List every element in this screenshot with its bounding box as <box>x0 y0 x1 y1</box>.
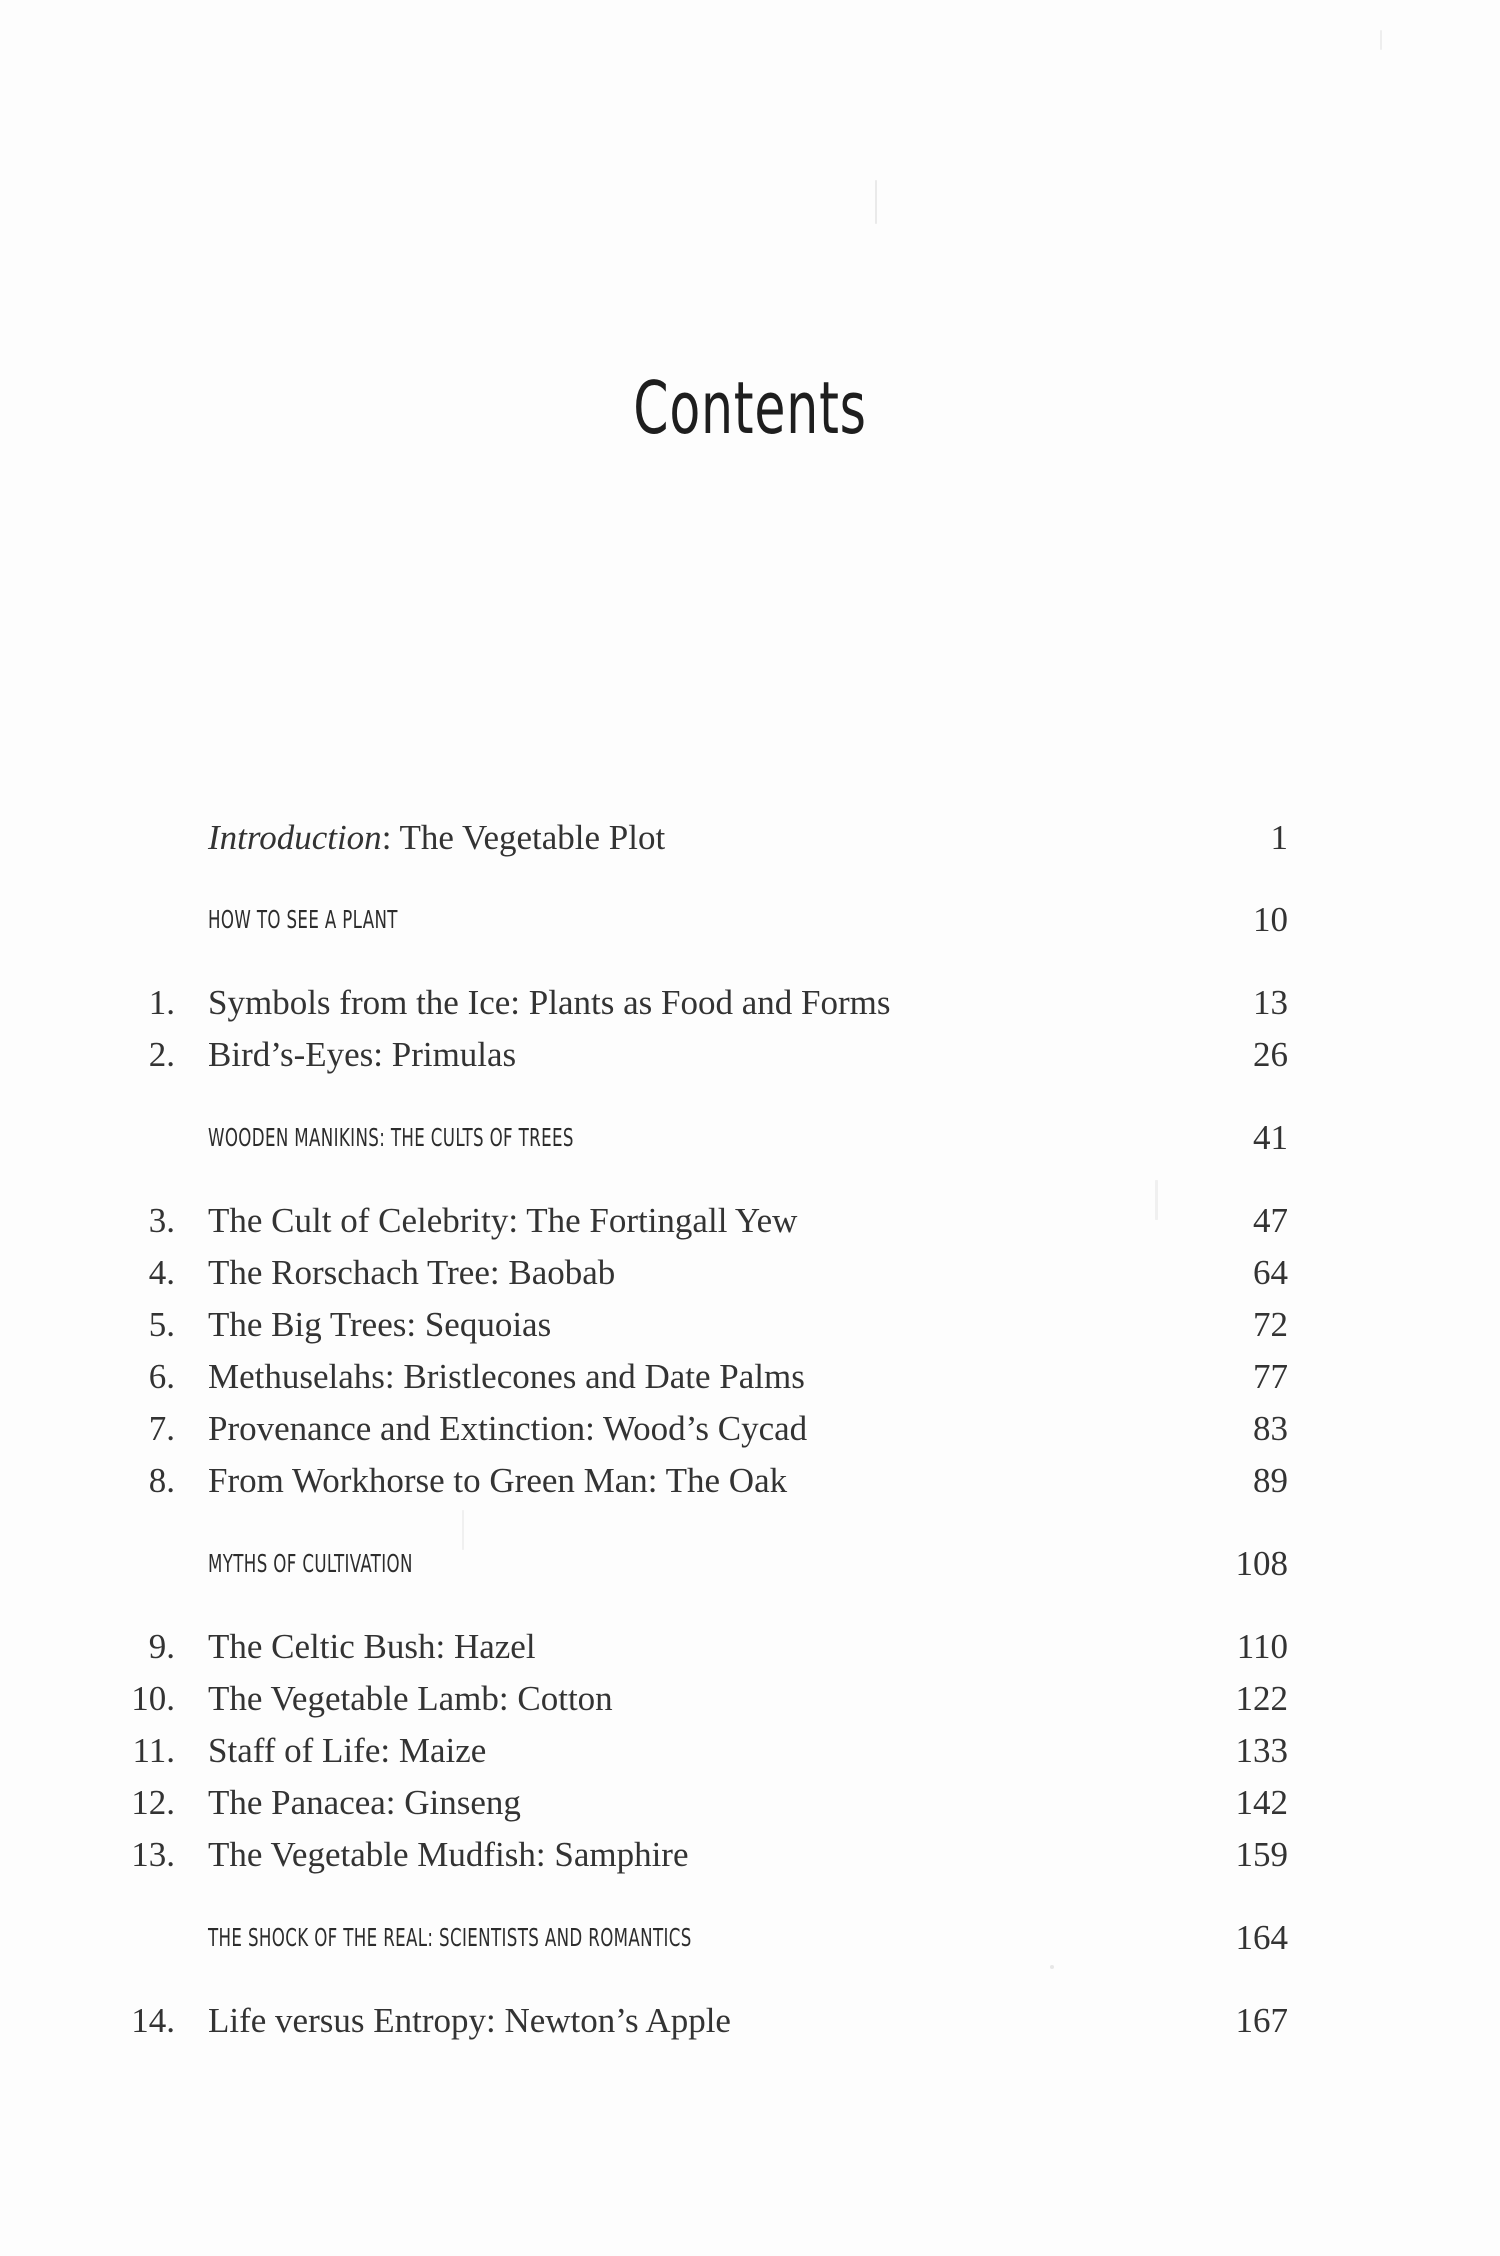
table-of-contents <box>0 812 1500 2112</box>
toc-section-row <box>0 894 1500 946</box>
toc-chapter-number: 9. <box>148 1627 175 1666</box>
page-title: Contents <box>633 366 867 450</box>
scan-speck <box>1155 1180 1158 1220</box>
toc-chapter-title: Provenance and Extinction: Wood’s Cycad <box>208 1409 808 1448</box>
toc-chapter-number: 10. <box>131 1679 175 1718</box>
toc-chapter-row <box>0 1403 1500 1455</box>
intro-label-rest: : The Vegetable Plot <box>381 818 666 857</box>
toc-row-introduction <box>0 812 1500 864</box>
toc-chapter-title: The Cult of Celebrity: The Fortingall Yew <box>208 1201 798 1240</box>
toc-chapter-number: 2. <box>148 1035 175 1074</box>
toc-chapter-title: The Vegetable Mudfish: Samphire <box>208 1835 689 1874</box>
toc-chapter-title: The Big Trees: Sequoias <box>208 1305 552 1344</box>
toc-section-title: HOW TO SEE A PLANT <box>208 905 398 934</box>
toc-section-row <box>0 1112 1500 1164</box>
intro-label-italic: Introduction <box>208 818 382 857</box>
toc-chapter-number: 3. <box>148 1201 175 1240</box>
toc-page-number: 108 <box>1235 1544 1288 1583</box>
toc-page-number: 10 <box>1253 900 1288 939</box>
toc-chapter-row <box>0 1621 1500 1673</box>
toc-section-row <box>0 1912 1500 1964</box>
scan-speck <box>1380 30 1382 50</box>
toc-page-number: 1 <box>1270 818 1288 857</box>
scan-speck <box>875 180 877 224</box>
scan-speck <box>462 1510 464 1550</box>
toc-chapter-row <box>0 1247 1500 1299</box>
toc-chapter-row <box>0 977 1500 1029</box>
toc-page-number: 164 <box>1235 1918 1288 1957</box>
toc-section-row <box>0 1538 1500 1590</box>
toc-page-number: 13 <box>1253 983 1288 1022</box>
toc-page-number: 167 <box>1235 2001 1288 2040</box>
toc-page-number: 72 <box>1253 1305 1288 1344</box>
toc-chapter-title: From Workhorse to Green Man: The Oak <box>208 1461 788 1500</box>
toc-chapter-number: 1. <box>148 983 175 1022</box>
toc-chapter-title: The Rorschach Tree: Baobab <box>208 1253 616 1292</box>
scan-speck <box>1050 1965 1054 1969</box>
toc-chapter-number: 11. <box>132 1731 175 1770</box>
toc-chapter-row <box>0 1995 1500 2047</box>
toc-chapter-title: The Vegetable Lamb: Cotton <box>208 1679 613 1718</box>
toc-chapter-row <box>0 1673 1500 1725</box>
toc-page-number: 89 <box>1253 1461 1288 1500</box>
toc-page-number: 133 <box>1235 1731 1288 1770</box>
toc-chapter-number: 5. <box>148 1305 175 1344</box>
toc-chapter-number: 7. <box>148 1409 175 1448</box>
toc-chapter-number: 12. <box>131 1783 175 1822</box>
toc-page-number: 47 <box>1253 1201 1288 1240</box>
toc-chapter-title: The Celtic Bush: Hazel <box>208 1627 536 1666</box>
toc-page-number: 159 <box>1235 1835 1288 1874</box>
toc-page-number: 122 <box>1235 1679 1288 1718</box>
toc-section-title: THE SHOCK OF THE REAL: SCIENTISTS AND ROMANTICS <box>208 1923 692 1952</box>
toc-chapter-number: 8. <box>148 1461 175 1500</box>
toc-chapter-row <box>0 1777 1500 1829</box>
toc-chapter-title: Staff of Life: Maize <box>208 1731 487 1770</box>
toc-chapter-row <box>0 1351 1500 1403</box>
toc-chapter-title: Life versus Entropy: Newton’s Apple <box>208 2001 731 2040</box>
toc-page-number: 77 <box>1253 1357 1288 1396</box>
toc-section-title: MYTHS OF CULTIVATION <box>208 1549 413 1578</box>
toc-chapter-row <box>0 1829 1500 1881</box>
toc-page-number: 26 <box>1253 1035 1288 1074</box>
toc-chapter-row <box>0 1195 1500 1247</box>
toc-chapter-title: The Panacea: Ginseng <box>208 1783 521 1822</box>
toc-chapter-row <box>0 1455 1500 1507</box>
toc-chapter-number: 13. <box>131 1835 175 1874</box>
toc-page-number: 41 <box>1253 1118 1288 1157</box>
toc-chapter-title: Methuselahs: Bristlecones and Date Palms <box>208 1357 805 1396</box>
toc-section-title: WOODEN MANIKINS: THE CULTS OF TREES <box>208 1123 574 1152</box>
toc-chapter-row <box>0 1299 1500 1351</box>
toc-page-number: 110 <box>1236 1627 1288 1666</box>
toc-entry-title <box>208 812 665 864</box>
toc-chapter-title: Symbols from the Ice: Plants as Food and Forms <box>208 983 891 1022</box>
toc-chapter-number: 14. <box>131 2001 175 2040</box>
toc-chapter-row <box>0 1725 1500 1777</box>
toc-chapter-number: 6. <box>148 1357 175 1396</box>
toc-page-number: 83 <box>1253 1409 1288 1448</box>
toc-chapter-title: Bird’s-Eyes: Primulas <box>208 1035 517 1074</box>
toc-chapter-number: 4. <box>148 1253 175 1292</box>
toc-chapter-row <box>0 1029 1500 1081</box>
toc-page-number: 142 <box>1235 1783 1288 1822</box>
toc-page-number: 64 <box>1253 1253 1288 1292</box>
